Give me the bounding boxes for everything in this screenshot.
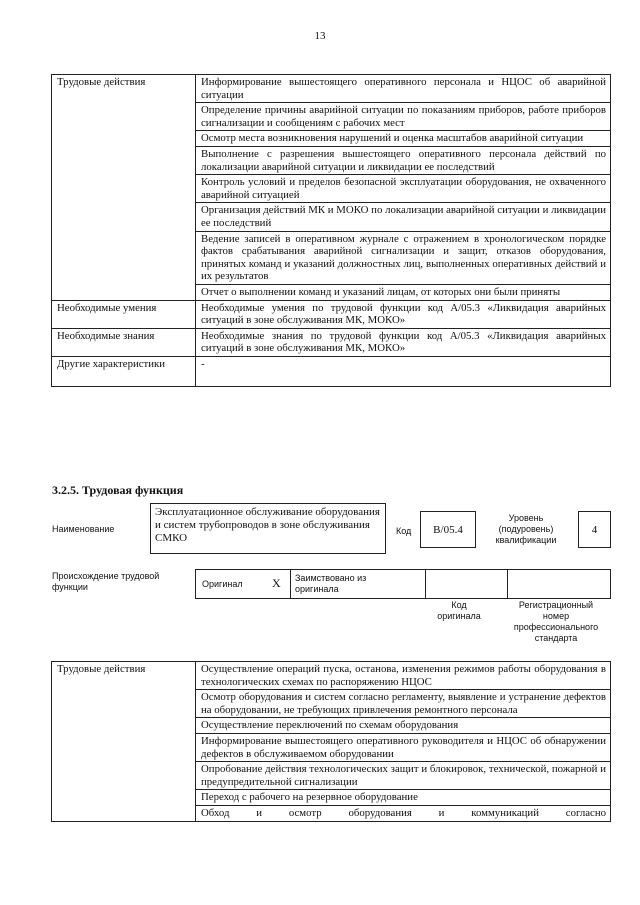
table-row — [52, 662, 611, 690]
action-item: Осуществление операций пуска, останова, изменения режимов работы оборудования в технологических схемах по распоряжению НЦОС — [196, 662, 611, 690]
code-box: B/05.4 — [420, 511, 476, 548]
row-label: Необходимые знания — [52, 328, 196, 356]
level-box: 4 — [578, 511, 611, 548]
original-label: Оригинал — [202, 579, 243, 589]
knowledge-item: Необходимые знания по трудовой функции код А/05.3 «Ликвидация аварийных ситуаций в зоне обслуживания МК, МОКО» — [196, 328, 611, 356]
row-label: Необходимые умения — [52, 300, 196, 328]
name-label: Наименование — [52, 524, 115, 534]
action-item: Ведение записей в оперативном журнале с отражением в хронологическом порядке фактов срабатывания аварийной сигнализации и защит, отказов оборудования, принятых команд и указаний должностных лиц, выполненных оперативных действий и их результатов — [196, 231, 611, 284]
level-label: Уровень (подуровень) квалификации — [495, 513, 557, 545]
action-item: Опробование действия технологических защит и блокировок, технической, пожарной и предупредительной сигнализации — [196, 762, 611, 790]
original-mark: X — [272, 576, 281, 590]
page-number: 13 — [314, 30, 326, 42]
other-item: - — [196, 356, 611, 386]
action-item: Информирование вышестоящего оперативного руководителя и НЦОС об обнаружении дефектов в обслуживаемом оборудовании — [196, 733, 611, 761]
row-label: Трудовые действия — [52, 75, 196, 301]
origin-label: Происхождение трудовой функции — [52, 571, 160, 592]
code-original-caption: Код оригинала — [437, 600, 481, 621]
action-item: Осмотр места возникновения нарушений и оценка масштабов аварийной ситуации — [196, 131, 611, 147]
action-item: Осмотр оборудования и систем согласно регламенту, выявление и устранение дефектов на оборудовании, не требующих привлечения ремонтного персонала — [196, 690, 611, 718]
action-item: Информирование вышестоящего оперативного персонала и НЦОС об аварийной ситуации — [196, 75, 611, 103]
row-label: Другие характеристики — [52, 356, 196, 386]
action-item: Определение причины аварийной ситуации по показаниям приборов, работе приборов сигнализации и сообщениям с рабочих мест — [196, 103, 611, 131]
requirements-table — [51, 74, 611, 387]
code-original-cell — [425, 569, 507, 599]
original-cell — [195, 569, 290, 599]
section-title: 3.2.5. Трудовая функция — [52, 483, 184, 497]
reg-number-cell — [507, 569, 611, 599]
action-item: Переход с рабочего на резервное оборудование — [196, 790, 611, 806]
reg-number-caption: Регистрационный номер профессионального стандарта — [513, 600, 599, 643]
action-item: Контроль условий и пределов безопасной эксплуатации оборудования, не охваченного аварийной ситуацией — [196, 175, 611, 203]
code-label: Код — [396, 526, 412, 536]
borrowed-cell — [290, 569, 425, 599]
skills-item: Необходимые умения по трудовой функции код А/05.3 «Ликвидация аварийных ситуаций в зоне обслуживания МК, МОКО» — [196, 300, 611, 328]
row-label: Трудовые действия — [52, 662, 196, 822]
function-name-box: Эксплуатационное обслуживание оборудования и систем трубопроводов в зоне обслуживания СМКО — [150, 503, 386, 554]
table-row — [52, 328, 611, 356]
action-item: Осуществление переключений по схемам оборудования — [196, 718, 611, 734]
action-item: Выполнение с разрешения вышестоящего оперативного персонала действий по локализации аварийной ситуации и ликвидации ее последствий — [196, 146, 611, 174]
action-item: Отчет о выполнении команд и указаний лицам, от которых они были приняты — [196, 284, 611, 300]
action-item: Обход и осмотр оборудования и коммуникаций согласно — [196, 805, 611, 821]
table-row — [52, 300, 611, 328]
table-row — [52, 356, 611, 386]
table-row — [52, 75, 611, 103]
actions-table — [51, 661, 611, 822]
borrowed-label: Заимствовано из оригинала — [295, 573, 367, 594]
action-item: Организация действий МК и МОКО по локализации аварийной ситуации и ликвидации ее последствий — [196, 203, 611, 231]
